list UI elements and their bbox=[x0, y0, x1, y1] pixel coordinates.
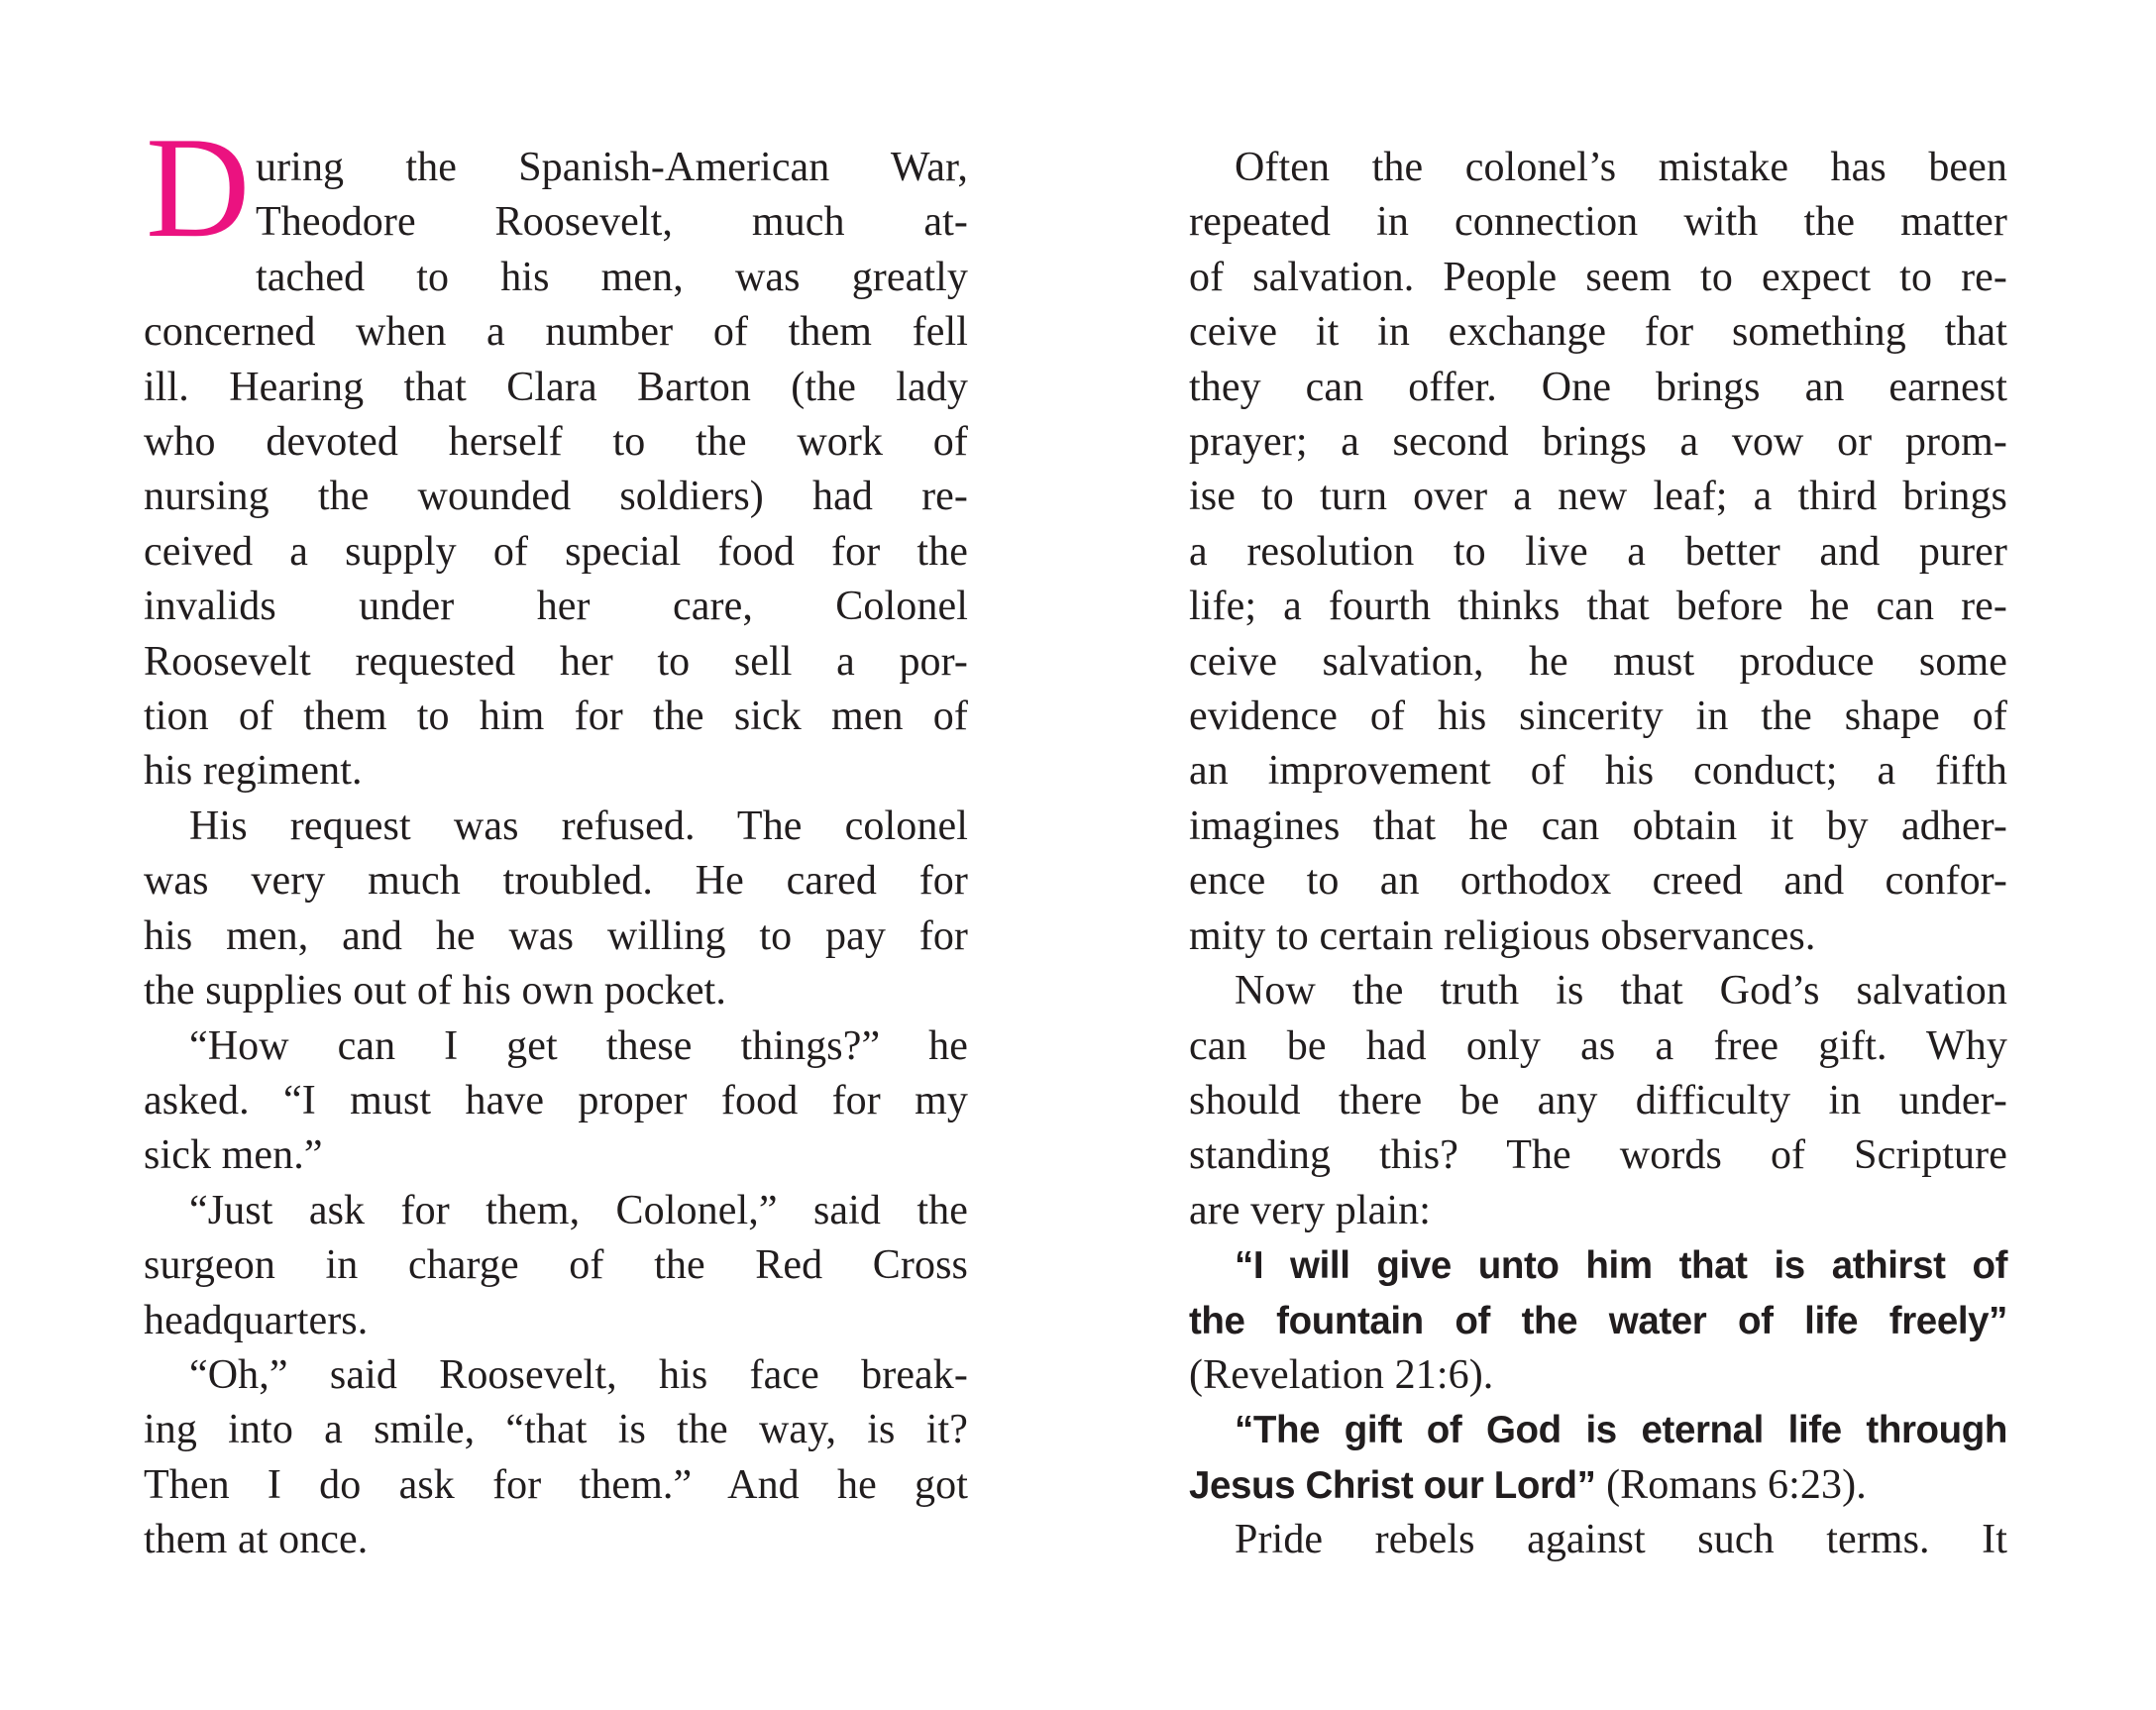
text-line: his regiment. bbox=[144, 748, 363, 795]
text-line: Theodore Roosevelt, much at- bbox=[256, 199, 968, 246]
text-line: sick men.” bbox=[144, 1132, 323, 1179]
text-line: invalids under her care, Colonel bbox=[144, 584, 968, 630]
text-line: “Oh,” said Roosevelt, his face break- bbox=[189, 1351, 968, 1398]
drop-cap-box bbox=[144, 107, 256, 303]
text-line: tion of them to him for the sick men of bbox=[144, 694, 968, 740]
text-line: surgeon in charge of the Red Cross bbox=[144, 1242, 968, 1289]
text-line: can be had only as a free gift. Why bbox=[1189, 1022, 2007, 1069]
right-text-column bbox=[1189, 141, 2007, 1568]
text-line: “The gift of God is eternal life through bbox=[1235, 1409, 2007, 1452]
text-line: evidence of his sincerity in the shape of bbox=[1189, 694, 2007, 740]
text-line: ceive salvation, he must produce some bbox=[1189, 638, 2007, 685]
text-line: ence to an orthodox creed and confor- bbox=[1189, 858, 2007, 905]
text-line: nursing the wounded soldiers) had re- bbox=[144, 474, 968, 520]
text-line: concerned when a number of them fell bbox=[144, 309, 968, 356]
text-line: Often the colonel’s mistake has been bbox=[1235, 145, 2007, 190]
text-line: ill. Hearing that Clara Barton (the lady bbox=[144, 364, 968, 410]
text-line bbox=[1189, 1458, 2007, 1513]
text-line: prayer; a second brings a vow or prom- bbox=[1189, 419, 2007, 466]
text-line: Pride rebels against such terms. It bbox=[1235, 1517, 2007, 1563]
text-line: Now the truth is that God’s salvation bbox=[1235, 968, 2007, 1015]
text-line: “Just ask for them, Colonel,” said the bbox=[189, 1187, 968, 1233]
text-line: ceived a supply of special food for the bbox=[144, 528, 968, 575]
text-line: life; a fourth thinks that before he can re- bbox=[1189, 584, 2007, 630]
text-line: was very much troubled. He cared for bbox=[144, 858, 968, 905]
text-line: Then I do ask for them.” And he got bbox=[144, 1461, 968, 1508]
text-line: them at once. bbox=[144, 1517, 369, 1563]
text-line: should there be any difficulty in under- bbox=[1189, 1077, 2007, 1123]
text-line: are very plain: bbox=[1189, 1187, 1432, 1233]
scripture-reference: (Romans 6:23). bbox=[1595, 1461, 1867, 1508]
text-line: standing this? The words of Scripture bbox=[1189, 1132, 2007, 1179]
text-line: Roosevelt requested her to sell a por- bbox=[144, 638, 968, 685]
text-line: the fountain of the water of life freely” bbox=[1189, 1299, 2007, 1342]
text-line: his men, and he was willing to pay for bbox=[144, 912, 968, 959]
text-line: tached to his men, was greatly bbox=[256, 254, 968, 300]
scripture-quote-text: Jesus Christ our Lord” bbox=[1189, 1463, 1596, 1507]
text-line: who devoted herself to the work of bbox=[144, 419, 968, 466]
text-line: ise to turn over a new leaf; a third brings bbox=[1189, 474, 2007, 520]
text-line: of salvation. People seem to expect to re- bbox=[1189, 254, 2007, 300]
drop-cap-letter: D bbox=[146, 107, 251, 267]
text-line: the supplies out of his own pocket. bbox=[144, 968, 726, 1015]
text-line: imagines that he can obtain it by adher- bbox=[1189, 802, 2007, 849]
text-line: a resolution to live a better and purer bbox=[1189, 528, 2007, 575]
text-line: repeated in connection with the matter bbox=[1189, 199, 2007, 246]
text-line: “I will give unto him that is athirst of bbox=[1235, 1244, 2007, 1288]
text-line: ceive it in exchange for something that bbox=[1189, 309, 2007, 356]
text-line: mity to certain religious observances. bbox=[1189, 912, 1816, 959]
text-line: headquarters. bbox=[144, 1297, 369, 1343]
text-line: “How can I get these things?” he bbox=[189, 1022, 968, 1069]
text-line: uring the Spanish-American War, bbox=[256, 145, 968, 190]
text-line: they can offer. One brings an earnest bbox=[1189, 364, 2007, 410]
left-text-column bbox=[144, 107, 968, 1568]
text-line: asked. “I must have proper food for my bbox=[144, 1077, 968, 1123]
text-line: an improvement of his conduct; a fifth bbox=[1189, 748, 2007, 795]
text-line: His request was refused. The colonel bbox=[189, 802, 968, 849]
text-line: ing into a smile, “that is the way, is it? bbox=[144, 1407, 968, 1453]
text-line: (Revelation 21:6). bbox=[1189, 1351, 1494, 1398]
